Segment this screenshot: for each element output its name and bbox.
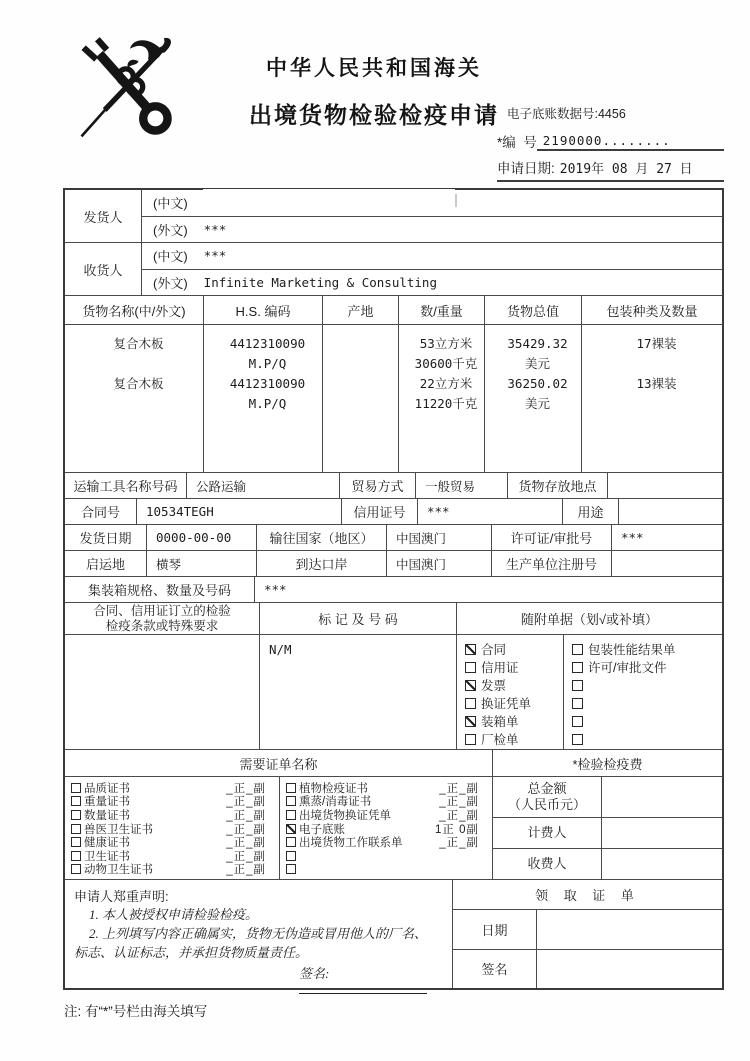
clauses-body-row — [65, 635, 722, 750]
attached-doc-item: 换证凭单 — [465, 694, 563, 712]
storage-place-label: 货物存放地点 — [508, 473, 608, 498]
fee-collector-value — [602, 849, 722, 879]
producer-registration-value — [612, 551, 722, 576]
sender-foreign-row — [142, 217, 722, 243]
sender-chinese-label: (中文) — [153, 196, 188, 212]
receiver-foreign-row — [142, 270, 722, 296]
goods-origin — [325, 334, 396, 354]
certificate-item: 数量证书 _正_副 — [71, 808, 279, 822]
certificate-item: 兽医卫生证书 _正_副 — [71, 822, 279, 836]
attached-doc-item: 合同 — [465, 640, 563, 658]
clauses-value — [65, 635, 260, 749]
ship-date-label: 发货日期 — [65, 525, 147, 550]
marks-value: N/M — [260, 635, 457, 749]
certificate-item: 重量证书 _正_副 — [71, 795, 279, 809]
goods-col-packages — [582, 325, 722, 472]
fee-column — [493, 777, 722, 879]
departure-place-label: 启运地 — [65, 551, 147, 576]
scan-artifact — [455, 194, 457, 207]
checkbox-icon — [572, 644, 583, 655]
declaration-title: 申请人郑重声明: — [74, 889, 169, 904]
trade-mode-label: 贸易方式 — [340, 473, 416, 498]
serial-number-value: 2190000........ — [537, 133, 724, 151]
electronic-ledger-value: 4456 — [597, 107, 626, 121]
arrival-port-label: 到达口岸 — [257, 551, 387, 576]
clauses-header: 合同、信用证订立的检验 检疫条款或特殊要求 — [65, 603, 260, 634]
storage-place-value — [608, 473, 722, 498]
signature-line — [74, 963, 444, 998]
serial-number-row — [497, 131, 724, 151]
goods-header-name: 货物名称(中/外文) — [65, 296, 204, 324]
apply-date-label: 申请日期: — [497, 161, 555, 176]
sender-label: 发货人 — [65, 190, 142, 242]
checkbox-icon — [71, 783, 81, 793]
goods-col-total-value — [485, 325, 582, 472]
checkbox-icon — [572, 716, 583, 727]
certificate-item: 健康证书 _正_副 — [71, 835, 279, 849]
goods-col-name — [65, 325, 204, 472]
fee-total-value — [602, 777, 722, 817]
checkbox-icon — [286, 837, 296, 847]
declaration-text-block — [65, 880, 453, 988]
checkbox-icon — [465, 680, 476, 691]
producer-registration-label: 生产单位注册号 — [492, 551, 612, 576]
checkbox-icon — [71, 796, 81, 806]
goods-col-hs-code — [204, 325, 323, 472]
use-value — [619, 499, 722, 524]
pickup-sign-row — [453, 950, 722, 989]
signature-label: 签名: — [299, 966, 330, 981]
checkbox-icon — [465, 698, 476, 709]
pickup-sign-value — [537, 950, 722, 989]
vehicle-value: 公路运输 — [187, 473, 340, 498]
fee-total-row — [493, 777, 722, 818]
attached-docs-left-column — [457, 635, 564, 749]
certificate-item: 植物检疫证书 _正_副 — [286, 781, 492, 795]
marks-header: 标 记 及 号 码 — [260, 603, 457, 634]
contract-number-value: 10534TEGH — [137, 499, 342, 524]
goods-name: 复合木板 — [113, 376, 164, 391]
fee-header: *检验检疫费 — [572, 756, 643, 772]
goods-total-value: 35429.32 — [507, 336, 568, 351]
certificate-item — [286, 849, 492, 863]
pickup-certificate-panel — [453, 880, 722, 988]
declaration-row — [65, 880, 722, 988]
checkbox-icon — [71, 864, 81, 874]
certificates-left-column — [65, 777, 280, 879]
goods-hs-code: 4412310090 — [229, 376, 306, 391]
transport-row-5 — [65, 577, 722, 603]
pickup-header: 领 取 证 单 — [453, 880, 722, 910]
declaration-line-2: 2. 上列填写内容正确属实，货物无伪造或冒用他人的厂名、 — [89, 926, 428, 941]
checkbox-icon — [572, 698, 583, 709]
goods-weight: 11220千克 — [414, 396, 478, 411]
goods-header-hs-code: H.S. 编码 — [204, 296, 323, 324]
transport-row-1 — [65, 473, 722, 499]
certificate-item — [286, 863, 492, 877]
certificates-header-row — [65, 750, 722, 777]
goods-weight: 30600千克 — [414, 356, 478, 371]
goods-quantity: 22立方米 — [419, 376, 473, 391]
destination-country-value: 中国澳门 — [387, 525, 492, 550]
goods-name: 复合木板 — [113, 336, 164, 351]
footer-note: 注: 有“*”号栏由海关填写 — [64, 1004, 208, 1019]
fee-collector-row — [493, 849, 722, 879]
pickup-date-label: 日期 — [453, 910, 537, 949]
goods-table-body — [65, 325, 722, 473]
goods-currency: 美元 — [524, 396, 550, 411]
goods-col-quantity — [399, 325, 485, 472]
certificate-item: 品质证书 _正_副 — [71, 781, 279, 795]
certificate-item: 出境货物换证凭单 _正_副 — [286, 808, 492, 822]
certificates-body-row — [65, 777, 722, 880]
sender-foreign-label: (外文) — [153, 222, 188, 238]
pickup-date-row — [453, 910, 722, 950]
apply-date-row — [497, 157, 724, 182]
fee-total-label: 总金额 （人民币元） — [493, 777, 602, 817]
goods-currency: 美元 — [524, 356, 550, 371]
attached-doc-item — [572, 676, 722, 694]
arrival-port-value: 中国澳门 — [387, 551, 492, 576]
contract-number-label: 合同号 — [65, 499, 137, 524]
form-table — [63, 188, 724, 990]
attached-doc-item — [572, 712, 722, 730]
license-number-label: 许可证/审批号 — [492, 525, 612, 550]
checkbox-icon — [465, 716, 476, 727]
checkbox-icon — [572, 662, 583, 673]
checkbox-icon — [286, 824, 296, 834]
checkbox-icon — [465, 662, 476, 673]
fee-calculator-row — [493, 818, 722, 849]
goods-origin — [325, 374, 396, 394]
fee-calculator-label: 计费人 — [493, 818, 602, 848]
departure-place-value: 横琴 — [147, 551, 257, 576]
checkbox-icon — [572, 680, 583, 691]
goods-header-total-value: 货物总值 — [485, 296, 582, 324]
checkbox-icon — [286, 796, 296, 806]
checkbox-icon — [465, 734, 476, 745]
certificate-item: 卫生证书 _正_副 — [71, 849, 279, 863]
receiver-chinese-label: (中文) — [153, 249, 188, 265]
serial-number-label: *编 号 — [497, 135, 537, 150]
apply-date-value: 2019年 08 月 27 日 — [559, 162, 693, 177]
goods-quantity: 53立方米 — [419, 336, 473, 351]
receiver-chinese-row — [142, 243, 722, 270]
declaration-line-3: 标志、认证标志，并承担货物质量责任。 — [74, 945, 309, 960]
checkbox-icon — [71, 837, 81, 847]
checkbox-icon — [71, 824, 81, 834]
goods-table-header — [65, 296, 722, 325]
trade-mode-value: 一般贸易 — [416, 473, 508, 498]
checkbox-icon — [572, 734, 583, 745]
goods-col-origin — [323, 325, 399, 472]
certificate-item: 熏蒸/消毒证书 _正_副 — [286, 795, 492, 809]
use-label: 用途 — [563, 499, 619, 524]
electronic-ledger-label: 电子底账数据号: — [507, 107, 598, 121]
checkbox-icon — [465, 644, 476, 655]
goods-total-value: 36250.02 — [507, 376, 568, 391]
goods-hs-code: 4412310090 — [229, 336, 306, 351]
checkbox-icon — [286, 783, 296, 793]
pickup-sign-label: 签名 — [453, 950, 537, 989]
clauses-header-row — [65, 603, 722, 635]
signature-blank — [299, 982, 427, 994]
certificate-item: 电子底账 1正 0副 — [286, 822, 492, 836]
transport-row-2 — [65, 499, 722, 525]
checkbox-icon — [286, 851, 296, 861]
goods-header-quantity: 数/重量 — [399, 296, 485, 324]
receiver-foreign-label: (外文) — [153, 275, 188, 291]
fee-calculator-value — [602, 818, 722, 848]
attached-docs-header: 随附单据（划√或补填） — [520, 612, 659, 627]
sender-foreign-value: *** — [203, 221, 227, 237]
ship-date-value: 0000-00-00 — [147, 525, 257, 550]
goods-packages: 13裸装 — [636, 376, 677, 391]
checkbox-icon — [286, 810, 296, 820]
receiver-chinese-value: *** — [203, 248, 227, 264]
certificate-item: 动物卫生证书 _正_副 — [71, 863, 279, 877]
goods-hs-suffix: M.P/Q — [248, 356, 287, 371]
title-line-1: 中华人民共和国海关 — [266, 57, 482, 80]
license-number-value: *** — [621, 530, 644, 545]
container-spec-value: *** — [264, 582, 287, 597]
attached-doc-item: 发票 — [465, 676, 563, 694]
destination-country-label: 输往国家（地区） — [257, 525, 387, 550]
customs-emblem-logo — [70, 34, 188, 148]
attached-doc-item: 许可/审批文件 — [572, 658, 722, 676]
transport-row-3 — [65, 525, 722, 551]
electronic-ledger-number — [497, 104, 724, 122]
redaction-overlay — [203, 189, 455, 212]
attached-doc-item: 装箱单 — [465, 712, 563, 730]
certificates-header: 需要证单名称 — [65, 750, 493, 776]
transport-row-4 — [65, 551, 722, 577]
declaration-line-1: 1. 本人被授权申请检验检疫。 — [89, 907, 259, 922]
lc-number-label: 信用证号 — [342, 499, 418, 524]
attached-doc-item — [572, 730, 722, 748]
attached-docs-right-column — [564, 635, 722, 749]
attached-doc-item: 信用证 — [465, 658, 563, 676]
vehicle-label: 运输工具名称号码 — [65, 473, 187, 498]
receiver-label: 收货人 — [65, 243, 142, 295]
receiver-row — [65, 243, 722, 296]
goods-hs-suffix: M.P/Q — [248, 396, 287, 411]
checkbox-icon — [71, 851, 81, 861]
checkbox-icon — [286, 864, 296, 874]
goods-header-origin: 产地 — [323, 296, 399, 324]
certificate-item: 出境货物工作联系单 _正_副 — [286, 835, 492, 849]
certificates-middle-column — [280, 777, 493, 879]
pickup-date-value — [537, 910, 722, 949]
lc-number-value: *** — [418, 499, 563, 524]
container-spec-label: 集装箱规格、数量及号码 — [65, 577, 255, 602]
goods-packages: 17裸装 — [636, 336, 677, 351]
attached-doc-item: 厂检单 — [465, 730, 563, 748]
checkbox-icon — [71, 810, 81, 820]
receiver-foreign-value: Infinite Marketing & Consulting — [203, 274, 437, 290]
fee-collector-label: 收费人 — [493, 849, 602, 879]
header-right-block — [497, 104, 724, 182]
attached-doc-item — [572, 694, 722, 712]
goods-header-packages: 包装种类及数量 — [606, 303, 698, 319]
form-title-block — [228, 52, 520, 130]
attached-doc-item: 包装性能结果单 — [572, 640, 722, 658]
title-line-2: 出境货物检验检疫申请 — [249, 102, 499, 128]
